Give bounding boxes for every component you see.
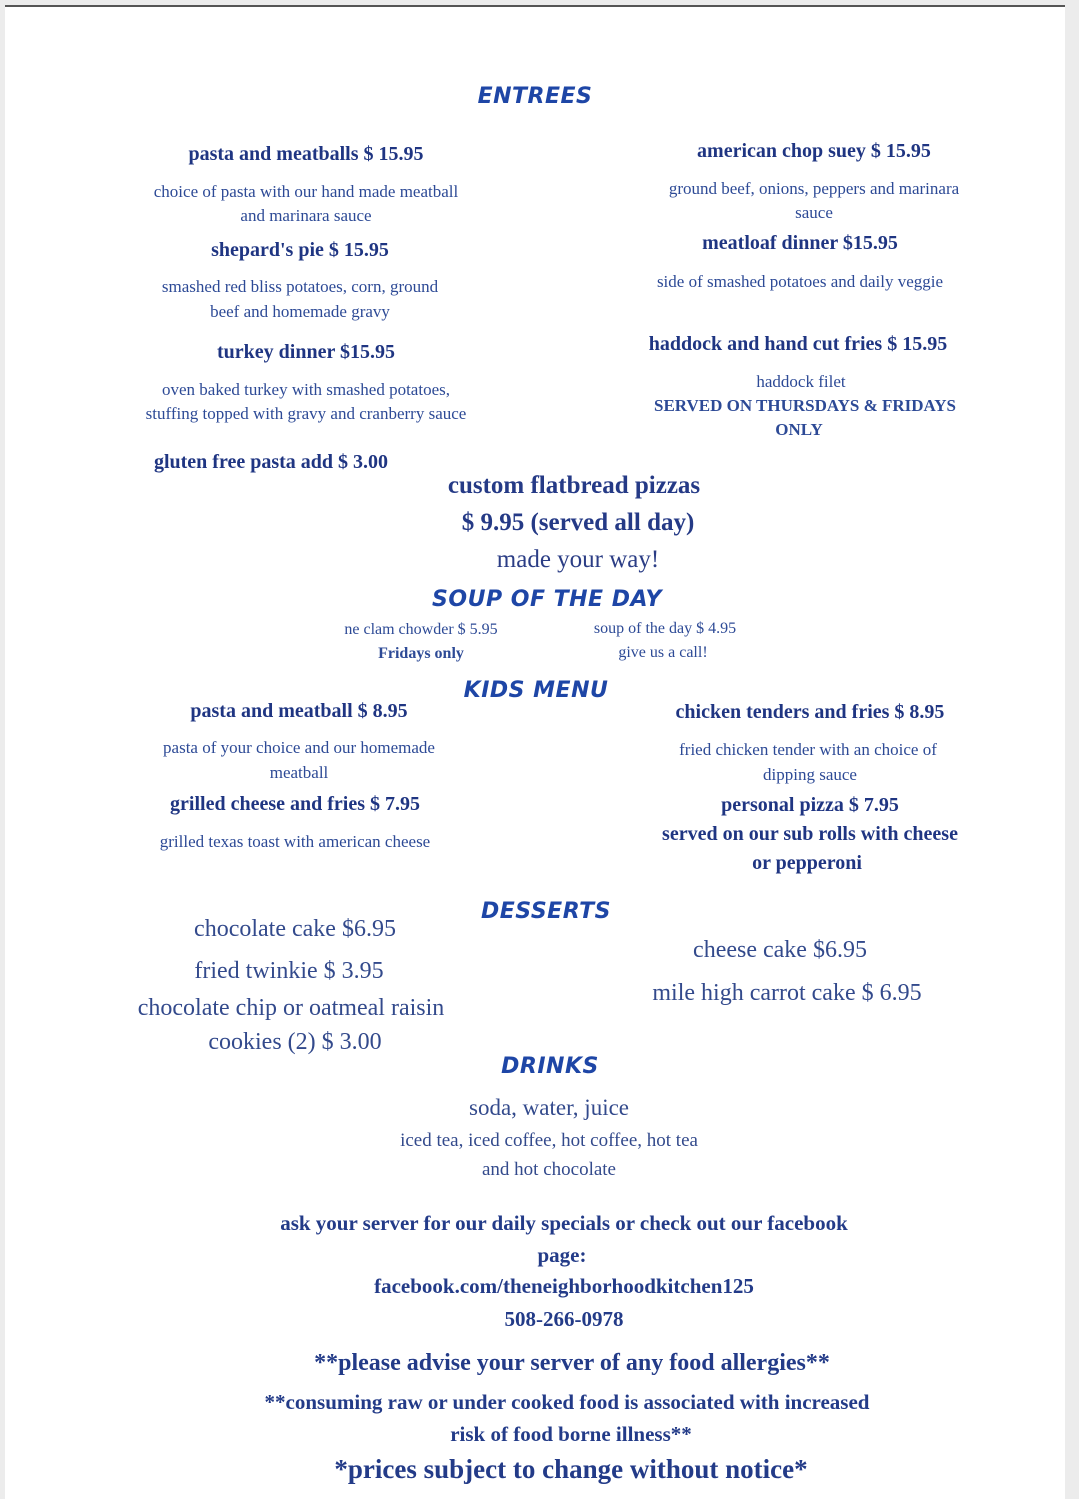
dessert-chocolate-cake: chocolate cake $6.95 [194,916,396,942]
soup-chowder: ne clam chowder $ 5.95 [344,621,498,638]
entree-turkey-dinner: turkey dinner $15.95 [217,341,395,363]
price-notice: *prices subject to change without notice* [334,1454,808,1484]
soup-daily: soup of the day $ 4.95 [593,620,737,637]
entree-shepards-pie: shepard's pie $ 15.95 [211,239,389,261]
raw-food-warning: risk of food borne illness** [450,1422,692,1446]
entree-meatloaf: meatloaf dinner $15.95 [702,232,898,254]
entree-meatloaf-desc: side of smashed potatoes and daily veggie [656,272,944,291]
kids-tenders-desc: dipping sauce [763,765,857,784]
soup-daily-note: give us a call! [618,644,708,661]
soup-chowder-note: Fridays only [378,645,464,662]
kids-pasta-desc: pasta of your choice and our homemade [163,738,435,757]
entree-shepards-pie-desc: beef and homemade gravy [210,302,390,321]
entree-haddock-note: ONLY [775,420,823,439]
drinks-line: iced tea, iced coffee, hot coffee, hot tea [400,1130,698,1151]
kids-pizza-desc: or pepperoni [752,852,862,874]
allergy-notice: **please advise your server of any food allergies** [314,1350,830,1376]
flatbread-tagline: made your way! [496,546,660,573]
desserts-heading: DESSERTS [480,899,612,924]
kids-tenders: chicken tenders and fries $ 8.95 [675,701,945,723]
entree-shepards-pie-desc: smashed red bliss potatoes, corn, ground [161,277,439,296]
entree-pasta-meatballs: pasta and meatballs $ 15.95 [188,143,424,165]
kids-pizza-desc: served on our sub rolls with cheese [662,823,958,845]
entree-haddock-desc: haddock filet [756,372,846,391]
entree-pasta-meatballs-desc: choice of pasta with our hand made meatball [153,182,459,201]
specials-note: page: [537,1243,587,1267]
kids-pasta-desc: meatball [269,763,329,782]
gluten-free-addon: gluten free pasta add $ 3.00 [153,451,389,473]
facebook-link[interactable]: facebook.com/theneighborhoodkitchen125 [374,1274,754,1298]
kids-grilled-cheese: grilled cheese and fries $ 7.95 [170,793,420,815]
dessert-fried-twinkie: fried twinkie $ 3.95 [194,958,384,984]
dessert-cheese-cake: cheese cake $6.95 [693,937,867,963]
entree-pasta-meatballs-desc: and marinara sauce [240,206,372,225]
entrees-heading: ENTREES [477,84,593,109]
drinks-line: soda, water, juice [468,1095,630,1120]
specials-note: ask your server for our daily specials or check out our facebook [280,1211,848,1235]
phone-number: 508-266-0978 [504,1307,624,1331]
kids-grilled-cheese-desc: grilled texas toast with american cheese [159,832,431,851]
kids-heading: KIDS MENU [463,678,609,703]
dessert-cookies: chocolate chip or oatmeal raisin [137,995,445,1021]
flatbread-title: custom flatbread pizzas [447,472,701,499]
entree-haddock-note: SERVED ON THURSDAYS & FRIDAYS [653,396,957,415]
kids-tenders-desc: fried chicken tender with an choice of [679,740,937,759]
entree-turkey-dinner-desc: stuffing topped with gravy and cranberry sauce [145,404,467,423]
soup-heading: SOUP OF THE DAY [432,587,662,612]
drinks-line: and hot chocolate [481,1159,617,1180]
entree-chop-suey-desc: sauce [795,203,833,222]
dessert-cookies-price: cookies (2) $ 3.00 [208,1029,382,1055]
flatbread-price: $ 9.95 (served all day) [461,509,695,536]
entree-chop-suey-desc: ground beef, onions, peppers and marinara [668,179,960,198]
entree-haddock: haddock and hand cut fries $ 15.95 [648,333,948,355]
entree-turkey-dinner-desc: oven baked turkey with smashed potatoes, [162,380,450,399]
entree-chop-suey: american chop suey $ 15.95 [697,140,931,162]
dessert-carrot-cake: mile high carrot cake $ 6.95 [652,980,922,1006]
kids-pizza: personal pizza $ 7.95 [721,794,899,816]
kids-pasta: pasta and meatball $ 8.95 [190,700,408,722]
drinks-heading: DRINKS [501,1054,599,1079]
raw-food-warning: **consuming raw or under cooked food is associated with increased [264,1390,870,1414]
